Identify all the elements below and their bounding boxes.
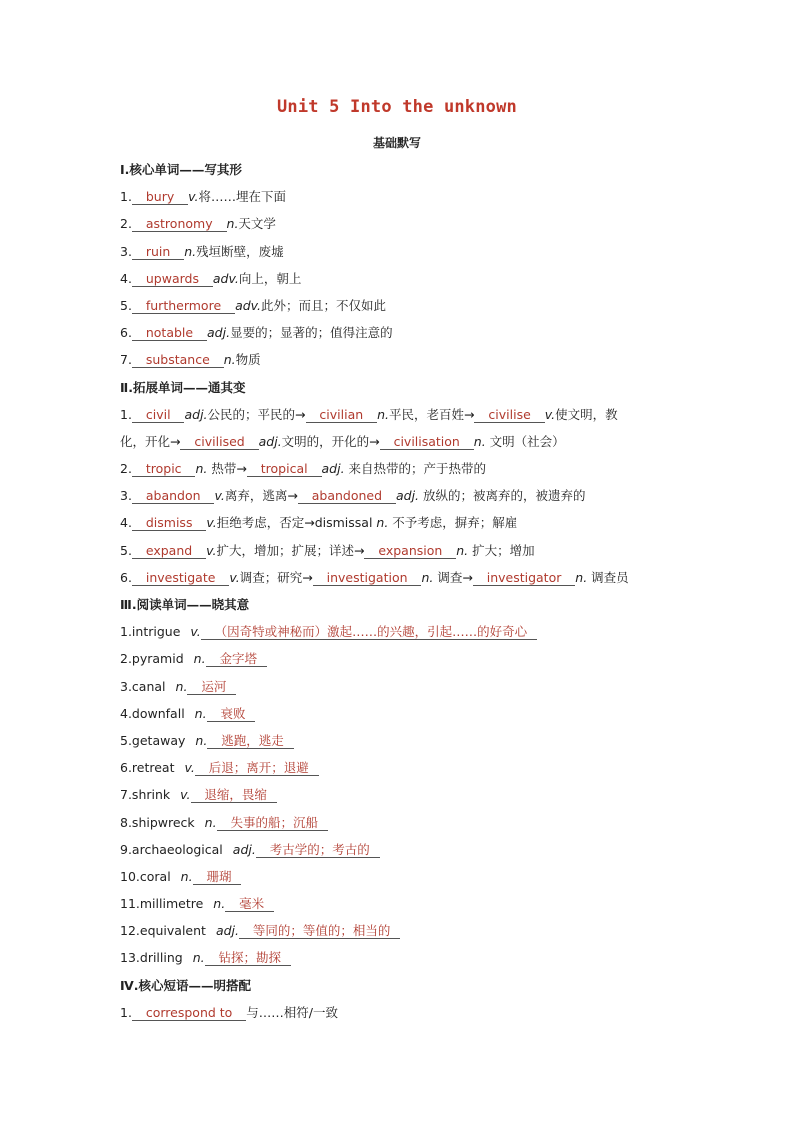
meaning-text: 放纵的；被离弃的，被遗弃的 bbox=[419, 488, 586, 504]
answer-investigate: investigate bbox=[133, 569, 228, 585]
pos-label: n. bbox=[473, 433, 486, 449]
answer-investigator: investigator bbox=[474, 569, 574, 585]
meaning-text: 调查→ bbox=[433, 569, 473, 585]
answer-blank: （因奇特或神秘而）激起……的兴趣，引起……的好奇心 bbox=[202, 624, 536, 640]
list-item bbox=[120, 673, 680, 700]
item-number: 1. bbox=[120, 1004, 132, 1020]
list-item bbox=[120, 809, 680, 836]
list-item bbox=[120, 944, 680, 971]
item-number: 1. bbox=[120, 189, 132, 205]
item-number: 2. bbox=[120, 216, 132, 232]
pos-label: adv. bbox=[235, 297, 262, 313]
answer-expansion: expansion bbox=[366, 542, 455, 558]
section-1-heading: Ⅰ.核心单词——写其形 bbox=[120, 162, 242, 177]
pos-label: adj. bbox=[321, 461, 345, 477]
page-title: Unit 5 Into the unknown bbox=[276, 97, 517, 117]
pos-label: n. bbox=[175, 678, 188, 694]
list-item bbox=[120, 210, 680, 237]
list-item bbox=[120, 999, 680, 1026]
list-item bbox=[120, 754, 680, 781]
meaning-text: 向上，朝上 bbox=[238, 270, 302, 286]
section-2-item-2 bbox=[120, 455, 680, 482]
answer-civilisation: civilisation bbox=[381, 433, 472, 449]
pos-label: n. bbox=[195, 461, 208, 477]
item-number: 4. bbox=[120, 270, 132, 286]
item-number: 6. bbox=[120, 325, 132, 341]
section-2-item-3 bbox=[120, 482, 680, 509]
pos-label: n. bbox=[226, 216, 239, 232]
list-item bbox=[120, 700, 680, 727]
answer-blank: furthermore bbox=[133, 297, 234, 313]
pos-label: n. bbox=[223, 352, 236, 368]
meaning-text: 残垣断壁，废墟 bbox=[196, 243, 284, 259]
answer-civilised: civilised bbox=[182, 433, 257, 449]
meaning-text: 显要的；显著的；值得注意的 bbox=[230, 325, 393, 341]
section-3-heading: Ⅲ.阅读单词——晓其意 bbox=[120, 597, 250, 612]
answer-blank: 毫米 bbox=[227, 896, 273, 912]
section-4-list bbox=[120, 999, 680, 1026]
pos-label: n. bbox=[180, 868, 193, 884]
meaning-text: 扩大，增加；扩展；详述→ bbox=[216, 542, 365, 558]
item-number: 4. bbox=[120, 515, 132, 531]
answer-blank: upwards bbox=[133, 270, 211, 286]
item-word: 8.shipwreck bbox=[120, 814, 195, 830]
item-word: 6.retreat bbox=[120, 760, 175, 776]
section-2-item-5 bbox=[120, 537, 680, 564]
answer-blank: notable bbox=[133, 325, 206, 341]
item-number: 7. bbox=[120, 352, 132, 368]
pos-label: n. bbox=[575, 569, 588, 585]
answer-blank: correspond to bbox=[133, 1004, 245, 1020]
list-item bbox=[120, 836, 680, 863]
item-number: 3. bbox=[120, 488, 132, 504]
section-2-item-1 bbox=[120, 401, 680, 428]
section-2-item-6 bbox=[120, 564, 680, 591]
answer-civil: civil bbox=[133, 406, 183, 422]
meaning-text: 拒绝考虑，否定→dismissal bbox=[216, 515, 377, 531]
item-number: 1. bbox=[120, 406, 132, 422]
pos-label: n. bbox=[376, 515, 389, 531]
section-2-item-1-continued bbox=[120, 428, 680, 455]
list-item bbox=[120, 183, 680, 210]
meaning-text: 天文学 bbox=[238, 216, 276, 232]
meaning-text: 平民，老百姓→ bbox=[389, 406, 475, 422]
list-item bbox=[120, 727, 680, 754]
item-number: 3. bbox=[120, 243, 132, 259]
pos-label: adv. bbox=[212, 270, 239, 286]
pos-label: v. bbox=[184, 760, 195, 776]
pos-label: adj. bbox=[184, 406, 208, 422]
meaning-text: 与……相符/一致 bbox=[246, 1004, 338, 1020]
meaning-text: 不予考虑，摒弃；解雇 bbox=[388, 515, 518, 531]
list-item bbox=[120, 238, 680, 265]
pos-label: v. bbox=[188, 189, 199, 205]
answer-blank: astronomy bbox=[133, 216, 225, 232]
list-item bbox=[120, 265, 680, 292]
list-item bbox=[120, 346, 680, 373]
meaning-text: 离弃，逃离→ bbox=[224, 488, 298, 504]
item-word: 11.millimetre bbox=[120, 896, 204, 912]
item-word: 7.shrink bbox=[120, 787, 171, 803]
list-item bbox=[120, 292, 680, 319]
meaning-text: 调查员 bbox=[587, 569, 629, 585]
item-word: 5.getaway bbox=[120, 732, 186, 748]
list-item bbox=[120, 645, 680, 672]
answer-investigation: investigation bbox=[314, 569, 420, 585]
item-word: 2.pyramid bbox=[120, 651, 184, 667]
answer-blank: 逃跑，逃走 bbox=[209, 732, 292, 748]
meaning-text: 来自热带的；产于热带的 bbox=[344, 461, 487, 477]
item-number: 5. bbox=[120, 297, 132, 313]
list-item bbox=[120, 618, 680, 645]
answer-blank: 金字塔 bbox=[207, 651, 265, 667]
pos-label: v. bbox=[180, 787, 191, 803]
meaning-text: 将……埋在下面 bbox=[198, 189, 287, 205]
pos-label: adj. bbox=[258, 433, 282, 449]
answer-blank: 等同的；等值的；相当的 bbox=[241, 923, 399, 939]
pos-label: v. bbox=[190, 624, 201, 640]
pos-label: n. bbox=[194, 705, 207, 721]
section-1-list bbox=[120, 183, 680, 373]
answer-blank: 考古学的；考古的 bbox=[257, 841, 378, 857]
pos-label: n. bbox=[456, 542, 469, 558]
list-item bbox=[120, 917, 680, 944]
meaning-text: 物质 bbox=[235, 352, 261, 368]
pos-label: v. bbox=[206, 515, 217, 531]
section-3-list bbox=[120, 618, 680, 971]
meaning-text: 扩大；增加 bbox=[468, 542, 535, 558]
pos-label: n. bbox=[193, 651, 206, 667]
answer-dismiss: dismiss bbox=[133, 515, 205, 531]
meaning-text: 调查；研究→ bbox=[239, 569, 313, 585]
meaning-text: 使文明，教 bbox=[555, 406, 618, 422]
pos-label: n. bbox=[195, 732, 208, 748]
answer-expand: expand bbox=[133, 542, 205, 558]
answer-blank: 衰败 bbox=[208, 705, 254, 721]
meaning-text: 公民的；平民的→ bbox=[207, 406, 306, 422]
item-word: 10.coral bbox=[120, 868, 171, 884]
pos-label: adj. bbox=[232, 841, 256, 857]
answer-abandon: abandon bbox=[133, 488, 213, 504]
pos-label: adj. bbox=[215, 923, 239, 939]
item-word: 3.canal bbox=[120, 678, 166, 694]
item-word: 9.archaeological bbox=[120, 841, 223, 857]
item-word: 1.intrigue bbox=[120, 624, 181, 640]
meaning-text: 热带→ bbox=[207, 461, 247, 477]
answer-blank: 运河 bbox=[189, 678, 235, 694]
pos-label: adj. bbox=[395, 488, 420, 504]
item-word: 13.drilling bbox=[120, 950, 183, 966]
list-item bbox=[120, 890, 680, 917]
page-subtitle: 基础默写 bbox=[372, 136, 421, 150]
list-item bbox=[120, 781, 680, 808]
pos-label: n. bbox=[213, 896, 226, 912]
answer-abandoned: abandoned bbox=[299, 488, 394, 504]
pos-label: adj. bbox=[207, 325, 231, 341]
pos-label: n. bbox=[377, 406, 389, 422]
pos-label: v. bbox=[229, 569, 240, 585]
answer-blank: 珊瑚 bbox=[194, 868, 240, 884]
section-2-heading: Ⅱ.拓展单词——通其变 bbox=[120, 379, 246, 395]
answer-blank: ruin bbox=[133, 243, 183, 259]
item-number: 6. bbox=[120, 569, 132, 585]
answer-blank: bury bbox=[133, 189, 187, 205]
answer-civilise: civilise bbox=[476, 406, 543, 422]
pos-label: n. bbox=[421, 569, 434, 585]
item-word: 4.downfall bbox=[120, 705, 185, 721]
answer-blank: 失事的船；沉船 bbox=[218, 814, 326, 830]
item-number: 5. bbox=[120, 542, 132, 558]
pos-label: v. bbox=[544, 406, 556, 422]
answer-tropic: tropic bbox=[133, 461, 194, 477]
meaning-text: 此外；而且；不仅如此 bbox=[261, 297, 387, 313]
list-item bbox=[120, 863, 680, 890]
list-item bbox=[120, 319, 680, 346]
pos-label: v. bbox=[206, 542, 217, 558]
answer-blank: 退缩，畏缩 bbox=[192, 787, 275, 803]
answer-blank: 后退；离开；退避 bbox=[196, 760, 317, 776]
answer-civilian: civilian bbox=[307, 406, 376, 422]
pos-label: n. bbox=[184, 243, 197, 259]
pos-label: v. bbox=[214, 488, 225, 504]
item-number: 2. bbox=[120, 461, 132, 477]
answer-tropical: tropical bbox=[248, 461, 320, 477]
meaning-text: 文明的，开化的→ bbox=[281, 433, 380, 449]
meaning-text: 化，开化→ bbox=[120, 433, 181, 449]
section-4-heading: Ⅳ.核心短语——明搭配 bbox=[120, 977, 251, 993]
pos-label: n. bbox=[192, 950, 205, 966]
worksheet-content bbox=[120, 156, 680, 1026]
answer-blank: substance bbox=[133, 352, 222, 368]
pos-label: n. bbox=[204, 814, 217, 830]
item-word: 12.equivalent bbox=[120, 923, 206, 939]
section-2-item-4 bbox=[120, 509, 680, 536]
answer-blank: 钻探；勘探 bbox=[206, 950, 289, 966]
meaning-text: 文明（社会） bbox=[485, 433, 565, 449]
